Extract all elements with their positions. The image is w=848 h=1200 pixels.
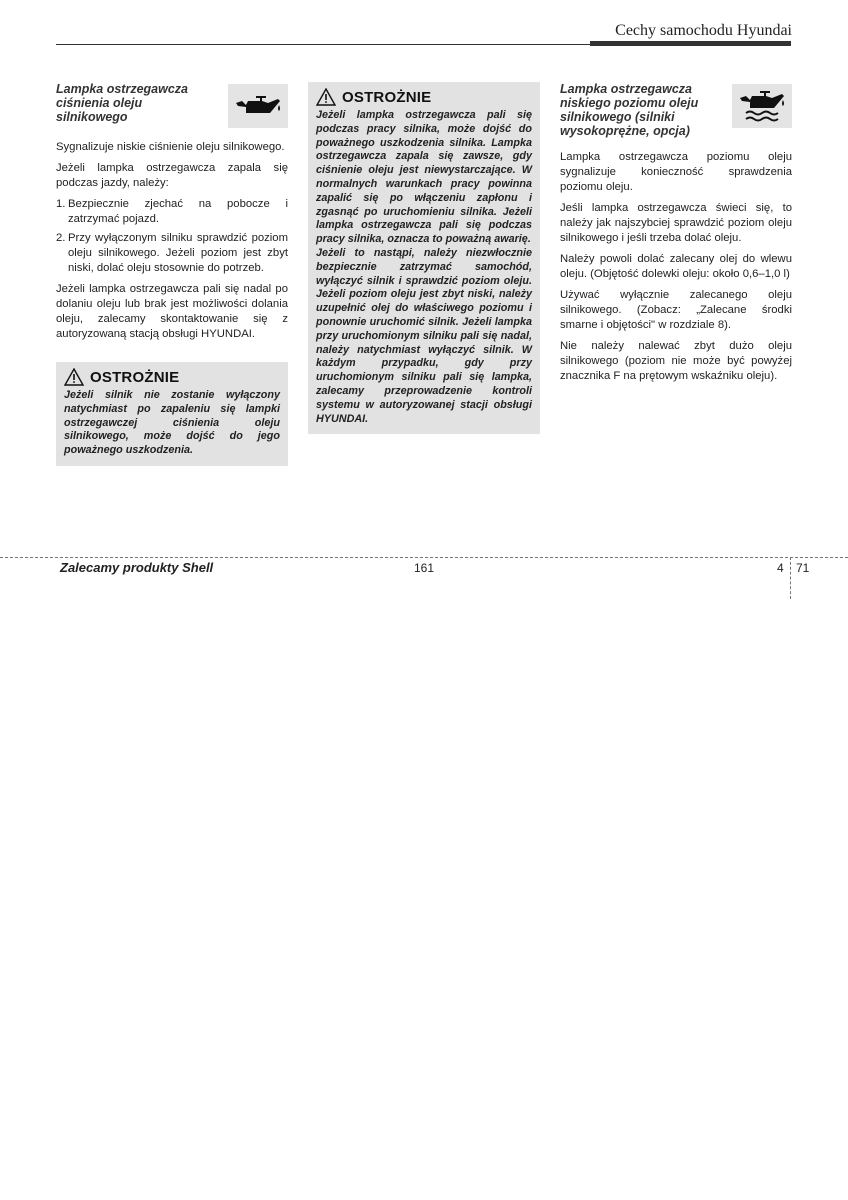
caution-paragraph-1: Jeżeli lampka ostrzegawcza pali się podczas pracy silnika, może dojść do poważnego uszkodzenia silnika. Lampka ostrzegawcza zapala się zawsze, gdy ciśnienie oleju jest niewystarczające. W normalnych warunkach pracy powinna zapalić się po włączeniu zapłonu i zgasnąć po uruchomieniu silnika. Jeżeli lampka ostrzegawcza pali się podczas pracy silnika, oznacza to poważną awarię.	[316, 109, 532, 246]
footer-document-page-number: 161	[414, 561, 435, 575]
oil-level-paragraph-4: Używać wyłącznie zalecanego oleju silnikowego. (Zobacz: „Zalecane środki smarne i objętości" w rozdziale 8).	[560, 289, 792, 331]
caution-title: OSTROŻNIE	[90, 368, 180, 386]
caution-text: Jeżeli silnik nie zostanie wyłączony natychmiast po zapaleniu się lampki ostrzegawczej ciśnienia oleju silnikowego, może dojść do jego poważnego uszkodzenia.	[64, 389, 280, 457]
footer-dashed-divider	[790, 557, 791, 599]
list-item	[56, 231, 288, 276]
oil-level-section-title: Lampka ostrzegawcza niskiego poziomu oleju silnikowego (silniki wysokoprężne, opcja)	[560, 82, 699, 138]
oil-level-paragraph-2: Jeśli lampka ostrzegawcza świeci się, to należy jak najszybciej sprawdzić poziom oleju silnikowego i jeśli trzeba dolać oleju.	[560, 202, 792, 244]
oil-pressure-steps	[56, 197, 288, 276]
oil-level-warning-icon	[732, 84, 792, 128]
caution-title: OSTROŻNIE	[342, 88, 432, 106]
oil-pressure-warning-icon	[228, 84, 288, 128]
list-item	[56, 197, 288, 227]
warning-triangle-icon	[64, 368, 84, 386]
footer-sponsor-text: Zalecamy produkty Shell	[60, 560, 214, 575]
caution-paragraph-2: Jeżeli to nastąpi, należy niezwłocznie bezpiecznie zatrzymać samochód, wyłączyć silnik i sprawdzić poziom oleju. Jeżeli poziom oleju jest zbyt niski, należy uzupełnić olej do właściwego poziomu i ponownie uruchomić silnik. Jeżeli lampka przy uruchomionym silniku pali się nadal, należy natychmiast wyłączyć silnik. W każdym przypadku, gdy przy uruchomionym silniku pali się lampka, zalecamy przeprowadzenie kontroli systemu w autoryzowanej stacji obsługi HYUNDAI.	[316, 246, 532, 425]
oil-level-paragraph-3: Należy powoli dolać zalecany olej do wlewu oleju. (Objętość dolewki oleju: około 0,6–1,0 l)	[560, 253, 792, 280]
oil-pressure-instruction: Jeżeli lampka ostrzegawcza zapala się podczas jazdy, należy:	[56, 162, 288, 189]
oil-pressure-section-title: Lampka ostrzegawcza ciśnienia oleju silnikowego	[56, 82, 188, 124]
caution-header	[316, 88, 532, 106]
caution-box-left	[56, 362, 288, 466]
page-header-title: Cechy samochodu Hyundai	[615, 22, 792, 39]
header-rule	[56, 44, 791, 45]
left-column	[56, 82, 288, 466]
oil-pressure-followup: Jeżeli lampka ostrzegawcza pali się nadal po dolaniu oleju lub brak jest możliwości dolania oleju, zalecamy skontaktowanie się z autoryzowaną stacją obsługi HYUNDAI.	[56, 283, 288, 340]
oil-level-paragraph-1: Lampka ostrzegawcza poziomu oleju sygnalizuje konieczność sprawdzenia poziomu oleju.	[560, 151, 792, 193]
footer-page-number: 71	[796, 561, 810, 575]
step-text: Bezpiecznie zjechać na pobocze i zatrzymać pojazd.	[68, 198, 288, 225]
right-column	[560, 82, 792, 390]
caution-box-middle	[308, 82, 540, 434]
caution-header	[64, 368, 280, 386]
oil-pressure-section-header	[56, 82, 288, 130]
oil-level-paragraph-5: Nie należy nalewać zbyt dużo oleju silnikowego (poziom nie może być powyżej znacznika F na prętowym wskaźniku oleju).	[560, 340, 792, 382]
footer-section-number: 4	[777, 561, 784, 575]
step-number: 1.	[56, 198, 66, 210]
step-number: 2.	[56, 232, 66, 244]
middle-column	[308, 82, 540, 434]
warning-triangle-icon	[316, 88, 336, 106]
oil-pressure-intro: Sygnalizuje niskie ciśnienie oleju silnikowego.	[56, 141, 285, 153]
oil-level-section-header	[560, 82, 792, 140]
footer-dashed-rule	[0, 557, 848, 558]
step-text: Przy wyłączonym silniku sprawdzić poziom oleju silnikowego. Jeżeli poziom jest zbyt niski, dolać oleju stosownie do potrzeb.	[68, 232, 288, 274]
